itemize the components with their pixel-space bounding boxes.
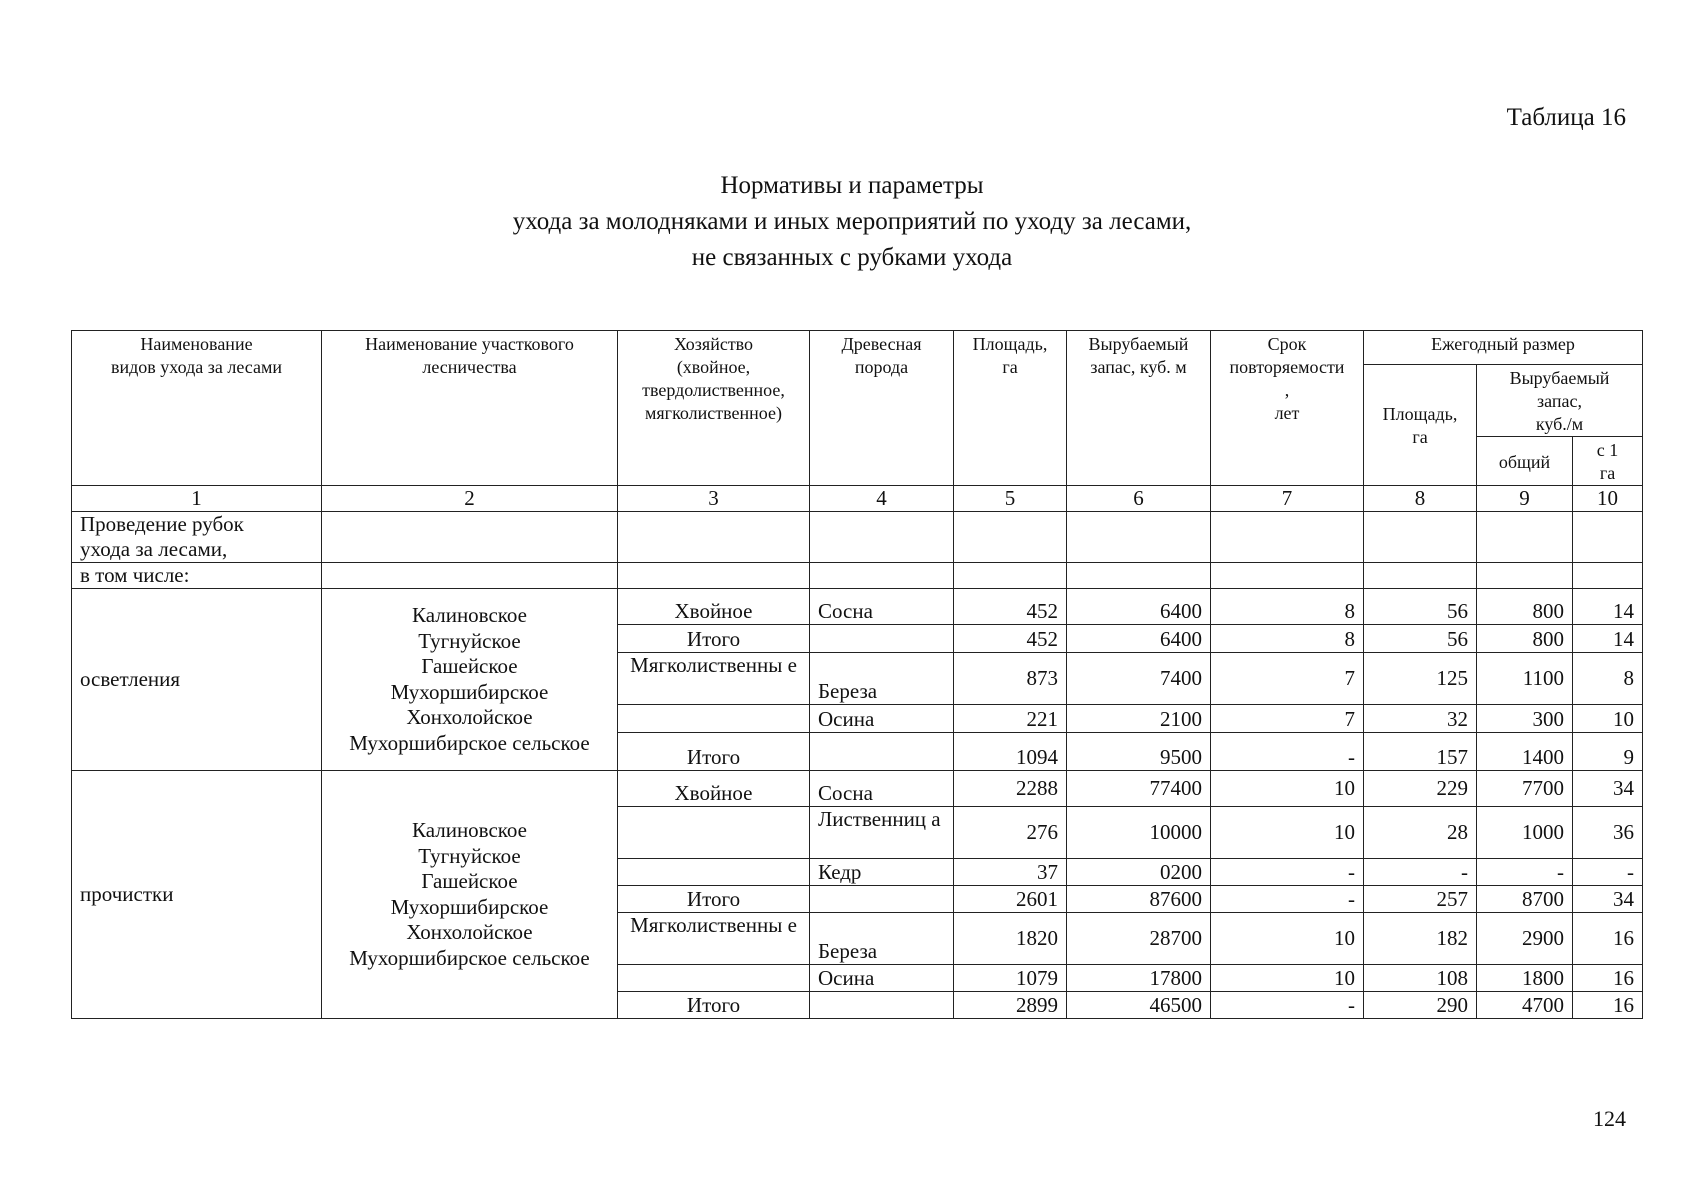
farm-cell: Мягколиственны е bbox=[618, 913, 810, 965]
area-cell: 1820 bbox=[954, 913, 1067, 965]
col-number: 2 bbox=[322, 486, 618, 512]
period-cell: - bbox=[1211, 886, 1364, 913]
header-annual-stock: Вырубаемый запас, куб./м bbox=[1477, 365, 1643, 437]
area-cell: 873 bbox=[954, 653, 1067, 705]
annual-per-ha-cell: 36 bbox=[1573, 807, 1643, 859]
table-label: Таблица 16 bbox=[1506, 104, 1626, 131]
annual-per-ha-cell: 14 bbox=[1573, 625, 1643, 653]
period-cell: 10 bbox=[1211, 913, 1364, 965]
annual-per-ha-cell: 34 bbox=[1573, 886, 1643, 913]
farm-cell bbox=[618, 807, 810, 859]
period-cell: - bbox=[1211, 733, 1364, 771]
title-line: не связанных с рубками ухода bbox=[691, 244, 1013, 271]
species-cell: Осина bbox=[810, 705, 954, 733]
stock-cell: 9500 bbox=[1067, 733, 1211, 771]
stock-cell: 77400 bbox=[1067, 771, 1211, 807]
stock-cell: 6400 bbox=[1067, 625, 1211, 653]
period-cell: - bbox=[1211, 992, 1364, 1019]
header-stock: Вырубаемый запас, куб. м bbox=[1067, 331, 1211, 486]
col-number: 5 bbox=[954, 486, 1067, 512]
farm-cell: Итого bbox=[618, 886, 810, 913]
annual-area-cell: 32 bbox=[1364, 705, 1477, 733]
header-area: Площадь, га bbox=[954, 331, 1067, 486]
annual-area-cell: 182 bbox=[1364, 913, 1477, 965]
col-number: 4 bbox=[810, 486, 954, 512]
species-cell bbox=[810, 733, 954, 771]
annual-area-cell: 28 bbox=[1364, 807, 1477, 859]
annual-area-cell: 56 bbox=[1364, 625, 1477, 653]
period-cell: 10 bbox=[1211, 771, 1364, 807]
annual-per-ha-cell: 8 bbox=[1573, 653, 1643, 705]
annual-total-cell: 4700 bbox=[1477, 992, 1573, 1019]
stock-cell: 46500 bbox=[1067, 992, 1211, 1019]
species-cell: Сосна bbox=[810, 589, 954, 625]
annual-per-ha-cell: 14 bbox=[1573, 589, 1643, 625]
farm-cell bbox=[618, 965, 810, 992]
species-cell: Береза bbox=[810, 913, 954, 965]
norms-table bbox=[71, 330, 1643, 1019]
species-cell: Кедр bbox=[810, 859, 954, 886]
col-number: 6 bbox=[1067, 486, 1211, 512]
title-line: Нормативы и параметры bbox=[720, 172, 984, 199]
period-cell: 8 bbox=[1211, 589, 1364, 625]
annual-per-ha-cell: 34 bbox=[1573, 771, 1643, 807]
farm-cell: Хвойное bbox=[618, 589, 810, 625]
forestry-list: Калиновское Тугнуйское Гашейское Мухоршибирское Хонхолойское Мухоршибирское сельское bbox=[322, 771, 618, 1019]
annual-area-cell: 108 bbox=[1364, 965, 1477, 992]
page-number: 124 bbox=[1593, 1106, 1626, 1131]
forestry-list: Калиновское Тугнуйское Гашейское Мухоршибирское Хонхолойское Мухоршибирское сельское bbox=[322, 589, 618, 771]
col-number: 3 bbox=[618, 486, 810, 512]
annual-total-cell: 800 bbox=[1477, 589, 1573, 625]
area-cell: 2288 bbox=[954, 771, 1067, 807]
intro-cell: в том числе: bbox=[72, 563, 322, 589]
table-header bbox=[72, 331, 1643, 486]
annual-per-ha-cell: 16 bbox=[1573, 913, 1643, 965]
stock-cell: 6400 bbox=[1067, 589, 1211, 625]
annual-area-cell: - bbox=[1364, 859, 1477, 886]
header-total: общий bbox=[1477, 437, 1573, 486]
period-cell: 7 bbox=[1211, 705, 1364, 733]
farm-cell: Итого bbox=[618, 625, 810, 653]
annual-total-cell: 1400 bbox=[1477, 733, 1573, 771]
period-cell: 8 bbox=[1211, 625, 1364, 653]
annual-total-cell: 7700 bbox=[1477, 771, 1573, 807]
farm-cell: Мягколиственны е bbox=[618, 653, 810, 705]
header-per-ha: с 1 га bbox=[1573, 437, 1643, 486]
table-body bbox=[72, 512, 1643, 1019]
period-cell: 10 bbox=[1211, 807, 1364, 859]
annual-area-cell: 56 bbox=[1364, 589, 1477, 625]
area-cell: 37 bbox=[954, 859, 1067, 886]
intro-cell: Проведение рубок ухода за лесами, bbox=[72, 512, 322, 563]
area-cell: 1094 bbox=[954, 733, 1067, 771]
annual-total-cell: 1800 bbox=[1477, 965, 1573, 992]
species-cell bbox=[810, 625, 954, 653]
area-cell: 221 bbox=[954, 705, 1067, 733]
annual-per-ha-cell: - bbox=[1573, 859, 1643, 886]
area-cell: 452 bbox=[954, 625, 1067, 653]
header-forestry: Наименование участкового лесничества bbox=[322, 331, 618, 486]
area-cell: 1079 bbox=[954, 965, 1067, 992]
annual-area-cell: 125 bbox=[1364, 653, 1477, 705]
annual-area-cell: 157 bbox=[1364, 733, 1477, 771]
col-number: 7 bbox=[1211, 486, 1364, 512]
species-cell: Береза bbox=[810, 653, 954, 705]
species-cell: Сосна bbox=[810, 771, 954, 807]
column-numbers bbox=[72, 486, 1643, 512]
col-number: 1 bbox=[72, 486, 322, 512]
stock-cell: 0200 bbox=[1067, 859, 1211, 886]
care-kind: прочистки bbox=[72, 771, 322, 1019]
area-cell: 2601 bbox=[954, 886, 1067, 913]
annual-total-cell: 800 bbox=[1477, 625, 1573, 653]
area-cell: 2899 bbox=[954, 992, 1067, 1019]
species-cell bbox=[810, 992, 954, 1019]
annual-per-ha-cell: 16 bbox=[1573, 992, 1643, 1019]
annual-total-cell: 300 bbox=[1477, 705, 1573, 733]
stock-cell: 17800 bbox=[1067, 965, 1211, 992]
stock-cell: 2100 bbox=[1067, 705, 1211, 733]
header-species: Древесная порода bbox=[810, 331, 954, 486]
annual-area-cell: 229 bbox=[1364, 771, 1477, 807]
stock-cell: 28700 bbox=[1067, 913, 1211, 965]
header-annual-size: Ежегодный размер bbox=[1364, 331, 1643, 365]
col-number: 9 bbox=[1477, 486, 1573, 512]
species-cell: Лиственниц а bbox=[810, 807, 954, 859]
title-line: ухода за молодняками и иных мероприятий по уходу за лесами, bbox=[512, 208, 1192, 235]
stock-cell: 10000 bbox=[1067, 807, 1211, 859]
farm-cell: Итого bbox=[618, 733, 810, 771]
table-row bbox=[72, 771, 1643, 807]
annual-total-cell: 1100 bbox=[1477, 653, 1573, 705]
annual-total-cell: - bbox=[1477, 859, 1573, 886]
annual-per-ha-cell: 16 bbox=[1573, 965, 1643, 992]
area-cell: 276 bbox=[954, 807, 1067, 859]
col-number: 10 bbox=[1573, 486, 1643, 512]
care-kind: осветления bbox=[72, 589, 322, 771]
species-cell bbox=[810, 886, 954, 913]
annual-area-cell: 290 bbox=[1364, 992, 1477, 1019]
period-cell: 10 bbox=[1211, 965, 1364, 992]
annual-total-cell: 2900 bbox=[1477, 913, 1573, 965]
header-farm: Хозяйство (хвойное, твердолиственное, мягколиственное) bbox=[618, 331, 810, 486]
stock-cell: 7400 bbox=[1067, 653, 1211, 705]
header-annual-area: Площадь, га bbox=[1364, 365, 1477, 486]
annual-per-ha-cell: 10 bbox=[1573, 705, 1643, 733]
farm-cell: Хвойное bbox=[618, 771, 810, 807]
farm-cell bbox=[618, 859, 810, 886]
area-cell: 452 bbox=[954, 589, 1067, 625]
col-number: 8 bbox=[1364, 486, 1477, 512]
period-cell: 7 bbox=[1211, 653, 1364, 705]
table-row bbox=[72, 589, 1643, 625]
annual-total-cell: 1000 bbox=[1477, 807, 1573, 859]
annual-total-cell: 8700 bbox=[1477, 886, 1573, 913]
period-cell: - bbox=[1211, 859, 1364, 886]
stock-cell: 87600 bbox=[1067, 886, 1211, 913]
farm-cell bbox=[618, 705, 810, 733]
annual-area-cell: 257 bbox=[1364, 886, 1477, 913]
header-kind: Наименование видов ухода за лесами bbox=[72, 331, 322, 486]
document-title bbox=[0, 168, 1696, 276]
header-period: Срок повторяемости , лет bbox=[1211, 331, 1364, 486]
farm-cell: Итого bbox=[618, 992, 810, 1019]
species-cell: Осина bbox=[810, 965, 954, 992]
annual-per-ha-cell: 9 bbox=[1573, 733, 1643, 771]
